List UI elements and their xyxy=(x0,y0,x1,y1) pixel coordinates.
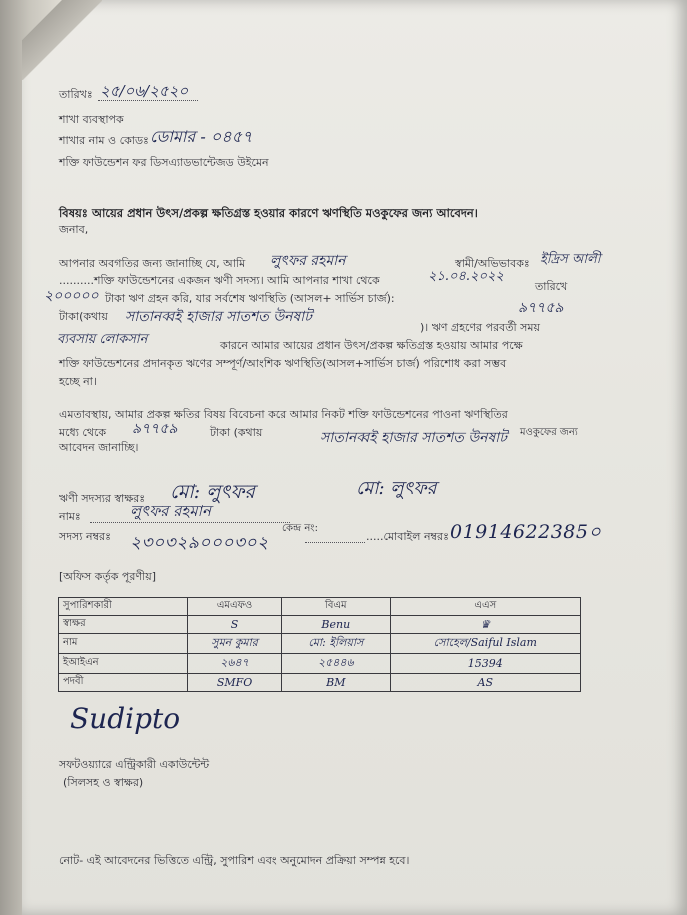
center-number-rule xyxy=(305,542,365,543)
waiver-words-handwritten: সাতানব্বই হাজার সাতশত উনষাট xyxy=(320,430,507,446)
balance-handwritten: ৯৭৭৫৯ xyxy=(518,300,564,316)
p1-date-suffix: তারিখে xyxy=(535,280,568,293)
page-fold-shadow xyxy=(22,0,102,80)
as-signature: ♛ xyxy=(390,616,580,634)
member-signature-label: ঋণী সদস্যর স্বাক্ষরঃ xyxy=(59,492,146,505)
p2-closing: আবেদন জানাচ্ছি। xyxy=(59,441,139,454)
member-number-label: সদস্য নম্বরঃ xyxy=(59,530,111,543)
mobile-value: 01914622385০ xyxy=(450,521,602,543)
row-label-designation: পদবী xyxy=(59,674,188,692)
p2-taka-label: টাকা (কথায় xyxy=(210,426,263,439)
table-row xyxy=(59,634,581,654)
footer-note: নোট- এই আবেদনের ভিত্তিতে এন্ট্রি, সুপারিশ এবং অনুমোদন প্রক্রিয়া সম্পন্ন হবে। xyxy=(59,854,410,867)
addressee-line: শাখা ব্যবস্থাপক xyxy=(59,113,124,126)
bm-ein: ২৫৪৪৬ xyxy=(282,654,390,674)
loan-date-handwritten: ২১.০৪.২০২২ xyxy=(428,269,504,284)
member-name-label: নামঃ xyxy=(59,510,81,523)
subject-line: বিষয়ঃ আয়ের প্রধান উৎস/প্রকল্প ক্ষতিগ্রস্ত হওয়ার কারণে ঋণস্থিতি মওকুফের জন্য আবেদন। xyxy=(59,206,478,220)
organization-line: শক্তি ফাউন্ডেশন ফর ডিসএ্যাডভান্টেজড উইমেন xyxy=(59,156,269,169)
p1-repayment-text: শক্তি ফাউন্ডেশনের প্রদানকৃত ঋণের সম্পূর্ণ/আংশিক ঋণস্থিতি(আসল+সার্ভিস চার্জ) পরিশোধ করা সম্ভব xyxy=(59,357,507,370)
branch-label: শাখার নাম ও কোডঃ xyxy=(59,134,149,147)
member-signature: মো: লুৎফর xyxy=(170,481,255,503)
accountant-title: সফটওয়্যারে এন্ট্রিকারী একাউন্টেন্ট xyxy=(59,758,210,771)
guardian-handwritten: ইদ্রিস আলী xyxy=(540,252,601,267)
member-name-value: লুৎফর রহমান xyxy=(130,502,211,520)
mfo-designation: SMFO xyxy=(188,674,282,692)
balance-in-words-handwritten: সাতানব্বই হাজার সাতশত উনষাট xyxy=(125,309,312,325)
mobile-label: .....মোবাইল নম্বরঃ xyxy=(366,530,449,543)
p2-waiver-label: মওকুফের জন্য xyxy=(520,427,578,438)
col-bm: বিএম xyxy=(282,598,390,616)
mfo-ein: ২৬৪৭ xyxy=(188,654,282,674)
p2-line1: এমতাবস্থায়, আমার প্রকল্প ক্ষতির বিষয় বিবেচনা করে আমার নিকট শক্তি ফাউন্ডেশনের পাওনা ঋণস্থিতির xyxy=(59,408,508,421)
as-designation: AS xyxy=(390,674,580,692)
p1-inwords-label: টাকা(কথায় xyxy=(59,310,108,323)
bm-signature: Benu xyxy=(282,616,390,634)
office-table-header xyxy=(59,598,581,616)
col-recommender: সুপারিশকারী xyxy=(59,598,188,616)
p1-reason-text: কারনে আমার আয়ের প্রধান উৎস/প্রকল্প ক্ষতিগ্রস্ত হওয়ায় আমার পক্ষে xyxy=(220,339,523,352)
accountant-signature: Sudipto xyxy=(70,702,181,735)
as-ein: 15394 xyxy=(390,654,580,674)
row-label-name: নাম xyxy=(59,634,188,654)
bm-designation: BM xyxy=(282,674,390,692)
waiver-amount-handwritten: ৯৭৭৫৯ xyxy=(132,421,178,437)
member-name-handwritten: লুৎফর রহমান xyxy=(270,253,346,269)
office-table xyxy=(58,597,581,692)
p1-after-loan: )। ঋণ গ্রহণের পরবর্তী সময় xyxy=(420,321,540,334)
reason-handwritten: ব্যবসায় লোকসান xyxy=(57,332,148,347)
p2-from-label: মধ্যে থেকে xyxy=(59,426,107,439)
row-label-ein: ইআইএন xyxy=(59,654,188,674)
p1-intro: আপনার অবগতির জন্য জানাচ্ছি যে, আমি xyxy=(59,257,246,270)
bm-name: মো: ইলিয়াস xyxy=(282,634,390,654)
branch-value: ডোমার - ০৪৫৭ xyxy=(150,127,253,146)
member-signature-second: মো: লুৎফর xyxy=(356,478,437,499)
loan-amount-handwritten: ২০০০০০ xyxy=(44,288,99,304)
mfo-name: সুমন কুমার xyxy=(188,634,282,654)
date-label: তারিখঃ xyxy=(59,88,93,101)
mfo-signature: S xyxy=(188,616,282,634)
as-name: সোহেল/Saiful Islam xyxy=(390,634,580,654)
p1-member-line: ..........শক্তি ফাউন্ডেশনের একজন ঋণী সদস্য। আমি আপনার শাখা থেকে xyxy=(59,274,380,287)
date-value: ২৫/০৬/২৫২০ xyxy=(100,82,189,100)
p1-loan-text: টাকা ঋণ গ্রহন করি, যার সর্বশেষ ঋণস্থিতি (আসল+ সার্ভিস চার্জ): xyxy=(105,292,395,305)
member-number-value: ২৩০৩২৯০০০৩০২ xyxy=(130,533,269,553)
table-row xyxy=(59,616,581,634)
col-as: এএস xyxy=(390,598,580,616)
table-row xyxy=(59,654,581,674)
col-mfo: এমএফও xyxy=(188,598,282,616)
table-row xyxy=(59,674,581,692)
row-label-signature: স্বাক্ষর xyxy=(59,616,188,634)
p1-closing: হচ্ছে না। xyxy=(59,375,97,388)
salutation: জনাব, xyxy=(59,223,89,236)
accountant-seal-note: (সিলসহ ও স্বাক্ষর) xyxy=(63,776,144,789)
office-heading: [অফিস কর্তৃক পূরণীয়] xyxy=(59,570,156,583)
date-rule xyxy=(98,100,198,101)
center-number-label: কেন্দ্র নং: xyxy=(282,523,318,534)
p1-guardian-label: স্বামী/অভিভাবকঃ xyxy=(455,257,530,270)
